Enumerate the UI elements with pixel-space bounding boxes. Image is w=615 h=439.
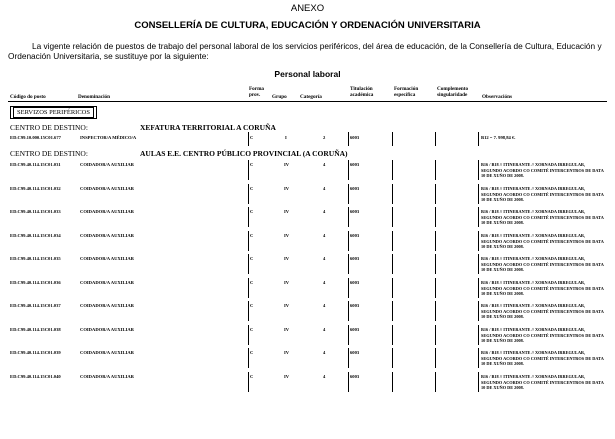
row-divider bbox=[478, 207, 479, 227]
row-divider bbox=[435, 325, 436, 345]
row-form: C bbox=[250, 374, 254, 379]
services-label: SERVIZOS PERIFÉRICOS bbox=[13, 107, 94, 118]
row-divider bbox=[348, 254, 349, 274]
row-qualification: 6003 bbox=[350, 162, 360, 167]
row-group: IV bbox=[284, 256, 290, 261]
row-code: ED.C99.40.114.15C01.040 bbox=[10, 374, 61, 379]
row-divider bbox=[478, 301, 479, 321]
row-category: 4 bbox=[323, 162, 326, 167]
row-group: IV bbox=[284, 209, 290, 214]
row-denomination: COIDADOR/A AUXILIAR bbox=[80, 186, 134, 191]
row-group: IV bbox=[284, 350, 290, 355]
row-divider bbox=[348, 348, 349, 368]
centre-name: XEFATURA TERRITORIAL A CORUÑA bbox=[140, 123, 276, 132]
row-divider bbox=[248, 372, 249, 392]
services-box bbox=[10, 106, 97, 119]
row-divider bbox=[348, 325, 349, 345]
row-group: IV bbox=[284, 280, 290, 285]
row-denomination: COIDADOR/A AUXILIAR bbox=[80, 256, 134, 261]
row-divider bbox=[435, 254, 436, 274]
row-observation: B16 / B18 // ITINERANTE // XORNADA IRREGULAR, SEGUNDO ACORDO CO COMITÉ INTERCENTROS DE DATA 10 DE XUÑO DE 2008. bbox=[481, 186, 604, 203]
intro-paragraph: La vigente relación de puestos de trabajo del personal laboral de los servicios periféricos, del área de educación, de la Consellería de Cultura, Educación y Ordenación Universitaria, se sustituye por la siguiente: bbox=[8, 41, 602, 61]
row-divider bbox=[248, 278, 249, 298]
row-qualification: 6003 bbox=[350, 186, 360, 191]
centre-name: AULAS E.E. CENTRO PÚBLICO PROVINCIAL (A CORUÑA) bbox=[140, 149, 348, 158]
row-qualification: 6003 bbox=[350, 350, 360, 355]
row-form: C bbox=[250, 162, 254, 167]
row-divider bbox=[348, 278, 349, 298]
row-observation: B16 / B18 // ITINERANTE // XORNADA IRREGULAR, SEGUNDO ACORDO CO COMITÉ INTERCENTROS DE DATA 10 DE XUÑO DE 2008. bbox=[481, 303, 604, 320]
row-code: ED.C99.40.114.15C01.034 bbox=[10, 233, 61, 238]
row-observation: B16 / B18 // ITINERANTE // XORNADA IRREGULAR, SEGUNDO ACORDO CO COMITÉ INTERCENTROS DE DATA 10 DE XUÑO DE 2008. bbox=[481, 280, 604, 297]
destination-label: CENTRO DE DESTINO: bbox=[10, 149, 88, 158]
row-qualification: 6003 bbox=[350, 135, 360, 140]
row-divider bbox=[248, 348, 249, 368]
row-form: C bbox=[250, 280, 254, 285]
row-divider bbox=[435, 184, 436, 204]
row-divider bbox=[348, 301, 349, 321]
row-divider bbox=[392, 325, 393, 345]
col-observations: Observacións bbox=[482, 94, 512, 100]
row-divider bbox=[435, 278, 436, 298]
row-divider bbox=[435, 160, 436, 180]
row-observation: B16 / B18 // ITINERANTE // XORNADA IRREGULAR, SEGUNDO ACORDO CO COMITÉ INTERCENTROS DE DATA 10 DE XUÑO DE 2008. bbox=[481, 233, 604, 250]
row-divider bbox=[348, 160, 349, 180]
row-category: 4 bbox=[323, 280, 326, 285]
col-group: Grupo bbox=[272, 94, 287, 100]
row-divider bbox=[478, 132, 479, 146]
row-denomination: COIDADOR/A AUXILIAR bbox=[80, 280, 134, 285]
col-denomination: Denominación bbox=[78, 94, 110, 100]
row-divider bbox=[478, 372, 479, 392]
row-divider bbox=[348, 184, 349, 204]
row-observation: B16 / B18 // ITINERANTE // XORNADA IRREGULAR, SEGUNDO ACORDO CO COMITÉ INTERCENTROS DE DATA 10 DE XUÑO DE 2008. bbox=[481, 374, 604, 391]
row-qualification: 6003 bbox=[350, 209, 360, 214]
row-divider bbox=[348, 372, 349, 392]
row-form: C bbox=[250, 350, 254, 355]
row-qualification: 6003 bbox=[350, 374, 360, 379]
destination-label: CENTRO DE DESTINO: bbox=[10, 123, 88, 132]
row-divider bbox=[392, 372, 393, 392]
row-category: 4 bbox=[323, 327, 326, 332]
row-divider bbox=[248, 132, 249, 146]
row-divider bbox=[348, 207, 349, 227]
row-divider bbox=[478, 278, 479, 298]
row-group: IV bbox=[284, 327, 290, 332]
row-divider bbox=[248, 325, 249, 345]
row-observation: B16 / B18 // ITINERANTE // XORNADA IRREGULAR, SEGUNDO ACORDO CO COMITÉ INTERCENTROS DE DATA 10 DE XUÑO DE 2008. bbox=[481, 209, 604, 226]
row-divider bbox=[248, 301, 249, 321]
row-divider bbox=[392, 301, 393, 321]
row-qualification: 6003 bbox=[350, 233, 360, 238]
row-group: I bbox=[285, 135, 287, 140]
row-divider bbox=[392, 254, 393, 274]
row-divider bbox=[248, 207, 249, 227]
row-observation: B12 = 7. 998,84 €. bbox=[481, 135, 516, 140]
col-training: Formación específica bbox=[394, 86, 419, 98]
row-divider bbox=[435, 132, 436, 146]
row-code: ED.C99.40.114.15C01.035 bbox=[10, 256, 61, 261]
row-denomination: COIDADOR/A AUXILIAR bbox=[80, 162, 134, 167]
row-divider bbox=[435, 348, 436, 368]
row-denomination: COIDADOR/A AUXILIAR bbox=[80, 350, 134, 355]
row-divider bbox=[348, 132, 349, 146]
row-category: 4 bbox=[323, 233, 326, 238]
row-category: 4 bbox=[323, 350, 326, 355]
row-divider bbox=[348, 231, 349, 251]
row-divider bbox=[435, 207, 436, 227]
row-denomination: COIDADOR/A AUXILIAR bbox=[80, 303, 134, 308]
row-divider bbox=[435, 372, 436, 392]
row-code: ED.C99.10.000.15C01.677 bbox=[10, 135, 61, 140]
col-form-prov: Forma prov. bbox=[249, 86, 264, 98]
row-denomination: COIDADOR/A AUXILIAR bbox=[80, 209, 134, 214]
row-divider bbox=[392, 278, 393, 298]
row-divider bbox=[248, 254, 249, 274]
row-group: IV bbox=[284, 186, 290, 191]
row-code: ED.C99.40.114.15C01.038 bbox=[10, 327, 61, 332]
row-divider bbox=[392, 348, 393, 368]
row-divider bbox=[392, 207, 393, 227]
row-code: ED.C99.40.114.15C01.036 bbox=[10, 280, 61, 285]
annex-title: ANEXO bbox=[290, 3, 325, 14]
row-form: C bbox=[250, 233, 254, 238]
col-complement: Complemento singularidade bbox=[437, 86, 469, 98]
row-observation: B16 / B18 // ITINERANTE // XORNADA IRREGULAR, SEGUNDO ACORDO CO COMITÉ INTERCENTROS DE DATA 10 DE XUÑO DE 2008. bbox=[481, 256, 604, 273]
row-category: 4 bbox=[323, 374, 326, 379]
row-observation: B16 / B18 // ITINERANTE // XORNADA IRREGULAR, SEGUNDO ACORDO CO COMITÉ INTERCENTROS DE DATA 10 DE XUÑO DE 2008. bbox=[481, 350, 604, 367]
row-divider bbox=[248, 184, 249, 204]
row-form: C bbox=[250, 327, 254, 332]
row-qualification: 6003 bbox=[350, 280, 360, 285]
row-qualification: 6003 bbox=[350, 256, 360, 261]
row-code: ED.C99.40.114.15C01.032 bbox=[10, 186, 61, 191]
row-divider bbox=[392, 231, 393, 251]
row-qualification: 6003 bbox=[350, 303, 360, 308]
row-divider bbox=[435, 301, 436, 321]
row-divider bbox=[478, 184, 479, 204]
row-category: 4 bbox=[323, 186, 326, 191]
ministry-title: CONSELLERÍA DE CULTURA, EDUCACIÓN Y ORDENACIÓN UNIVERSITARIA bbox=[134, 20, 481, 31]
row-divider bbox=[248, 231, 249, 251]
row-code: ED.C99.40.114.15C01.039 bbox=[10, 350, 61, 355]
row-divider bbox=[248, 160, 249, 180]
row-category: 4 bbox=[323, 209, 326, 214]
row-qualification: 6003 bbox=[350, 327, 360, 332]
row-code: ED.C99.40.114.15C01.031 bbox=[10, 162, 61, 167]
row-divider bbox=[392, 160, 393, 180]
row-form: C bbox=[250, 303, 254, 308]
row-denomination: COIDADOR/A AUXILIAR bbox=[80, 327, 134, 332]
row-denomination: COIDADOR/A AUXILIAR bbox=[80, 374, 134, 379]
row-category: 4 bbox=[323, 256, 326, 261]
row-group: IV bbox=[284, 303, 290, 308]
row-divider bbox=[478, 348, 479, 368]
row-divider bbox=[478, 160, 479, 180]
row-category: 2 bbox=[323, 135, 326, 140]
row-form: C bbox=[250, 135, 254, 140]
row-observation: B16 / B18 // ITINERANTE // XORNADA IRREGULAR, SEGUNDO ACORDO CO COMITÉ INTERCENTROS DE DATA 10 DE XUÑO DE 2008. bbox=[481, 162, 604, 179]
col-code: Código do posto bbox=[10, 94, 46, 100]
row-form: C bbox=[250, 186, 254, 191]
row-form: C bbox=[250, 256, 254, 261]
header-rule bbox=[8, 101, 607, 102]
row-divider bbox=[435, 231, 436, 251]
col-category: Categoría bbox=[300, 94, 322, 100]
row-divider bbox=[392, 132, 393, 146]
row-group: IV bbox=[284, 162, 290, 167]
row-group: IV bbox=[284, 233, 290, 238]
row-code: ED.C99.40.114.15C01.033 bbox=[10, 209, 61, 214]
row-divider bbox=[478, 254, 479, 274]
row-divider bbox=[478, 231, 479, 251]
col-qualification: Titulación académica bbox=[350, 86, 374, 98]
row-form: C bbox=[250, 209, 254, 214]
row-divider bbox=[478, 325, 479, 345]
row-category: 4 bbox=[323, 303, 326, 308]
row-group: IV bbox=[284, 374, 290, 379]
row-denomination: COIDADOR/A AUXILIAR bbox=[80, 233, 134, 238]
row-code: ED.C99.40.114.15C01.037 bbox=[10, 303, 61, 308]
row-observation: B16 / B18 // ITINERANTE // XORNADA IRREGULAR, SEGUNDO ACORDO CO COMITÉ INTERCENTROS DE DATA 10 DE XUÑO DE 2008. bbox=[481, 327, 604, 344]
row-divider bbox=[392, 184, 393, 204]
row-denomination: INSPECTOR/A MÉDICO/A bbox=[80, 135, 137, 140]
section-title: Personal laboral bbox=[274, 69, 341, 79]
